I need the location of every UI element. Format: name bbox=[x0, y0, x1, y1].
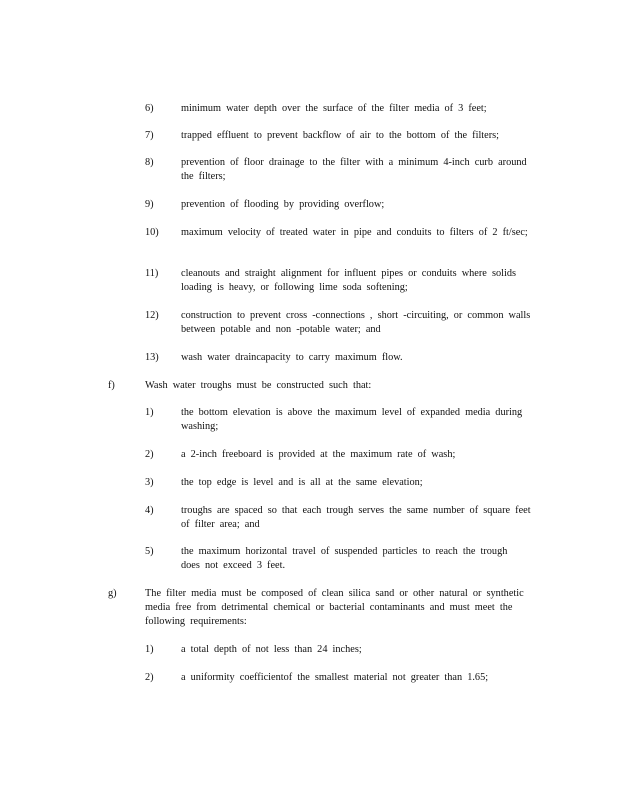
item-number: 2) bbox=[145, 672, 154, 683]
item-number: 11) bbox=[145, 268, 159, 279]
item-text: minimum water depth over the surface of the filter media of 3 feet; bbox=[181, 103, 487, 114]
item-text: maximum velocity of treated water in pipe and conduits to filters of 2 ft/sec; bbox=[181, 227, 528, 238]
item-text: cleanouts and straight alignment for influent pipes or conduits where solids loading is heavy, or following lime soda softening; bbox=[181, 268, 516, 293]
item-number: 6) bbox=[145, 103, 154, 114]
item-text: construction to prevent cross -connections , short -circuiting, or common walls between potable and non -potable water; and bbox=[181, 310, 531, 335]
item-text: prevention of flooding by providing overflow; bbox=[181, 199, 385, 210]
item-number: 1) bbox=[145, 407, 154, 418]
section-text: The filter media must be composed of clean silica sand or other natural or synthetic media free from detrimental chemical or bacterial contaminants and must meet the following requirements: bbox=[145, 588, 524, 627]
item-text: wash water draincapacity to carry maximum flow. bbox=[181, 352, 403, 363]
item-number: 7) bbox=[145, 130, 154, 141]
item-number: 3) bbox=[145, 477, 154, 488]
section-letter: g) bbox=[108, 588, 117, 599]
item-text: troughs are spaced so that each trough serves the same number of square feet of filter area; and bbox=[181, 505, 531, 530]
section-letter: f) bbox=[108, 380, 115, 391]
item-number: 9) bbox=[145, 199, 154, 210]
item-text: trapped effluent to prevent backflow of air to the bottom of the filters; bbox=[181, 130, 500, 141]
item-text: a 2-inch freeboard is provided at the maximum rate of wash; bbox=[181, 449, 456, 460]
item-text: a uniformity coefficientof the smallest material not greater than 1.65; bbox=[181, 672, 489, 683]
section-text: Wash water troughs must be constructed such that: bbox=[145, 380, 372, 391]
item-text: the top edge is level and is all at the same elevation; bbox=[181, 477, 423, 488]
item-number: 8) bbox=[145, 157, 154, 168]
item-text: the bottom elevation is above the maximum level of expanded media during washing; bbox=[181, 407, 523, 432]
item-number: 2) bbox=[145, 449, 154, 460]
item-number: 4) bbox=[145, 505, 154, 516]
item-number: 12) bbox=[145, 310, 159, 321]
item-number: 10) bbox=[145, 227, 159, 238]
item-number: 1) bbox=[145, 644, 154, 655]
item-number: 13) bbox=[145, 352, 159, 363]
item-text: prevention of floor drainage to the filter with a minimum 4-inch curb around the filters; bbox=[181, 157, 527, 182]
item-text: the maximum horizontal travel of suspended particles to reach the trough does not exceed 3 feet. bbox=[181, 546, 508, 571]
item-number: 5) bbox=[145, 546, 154, 557]
item-text: a total depth of not less than 24 inches; bbox=[181, 644, 362, 655]
